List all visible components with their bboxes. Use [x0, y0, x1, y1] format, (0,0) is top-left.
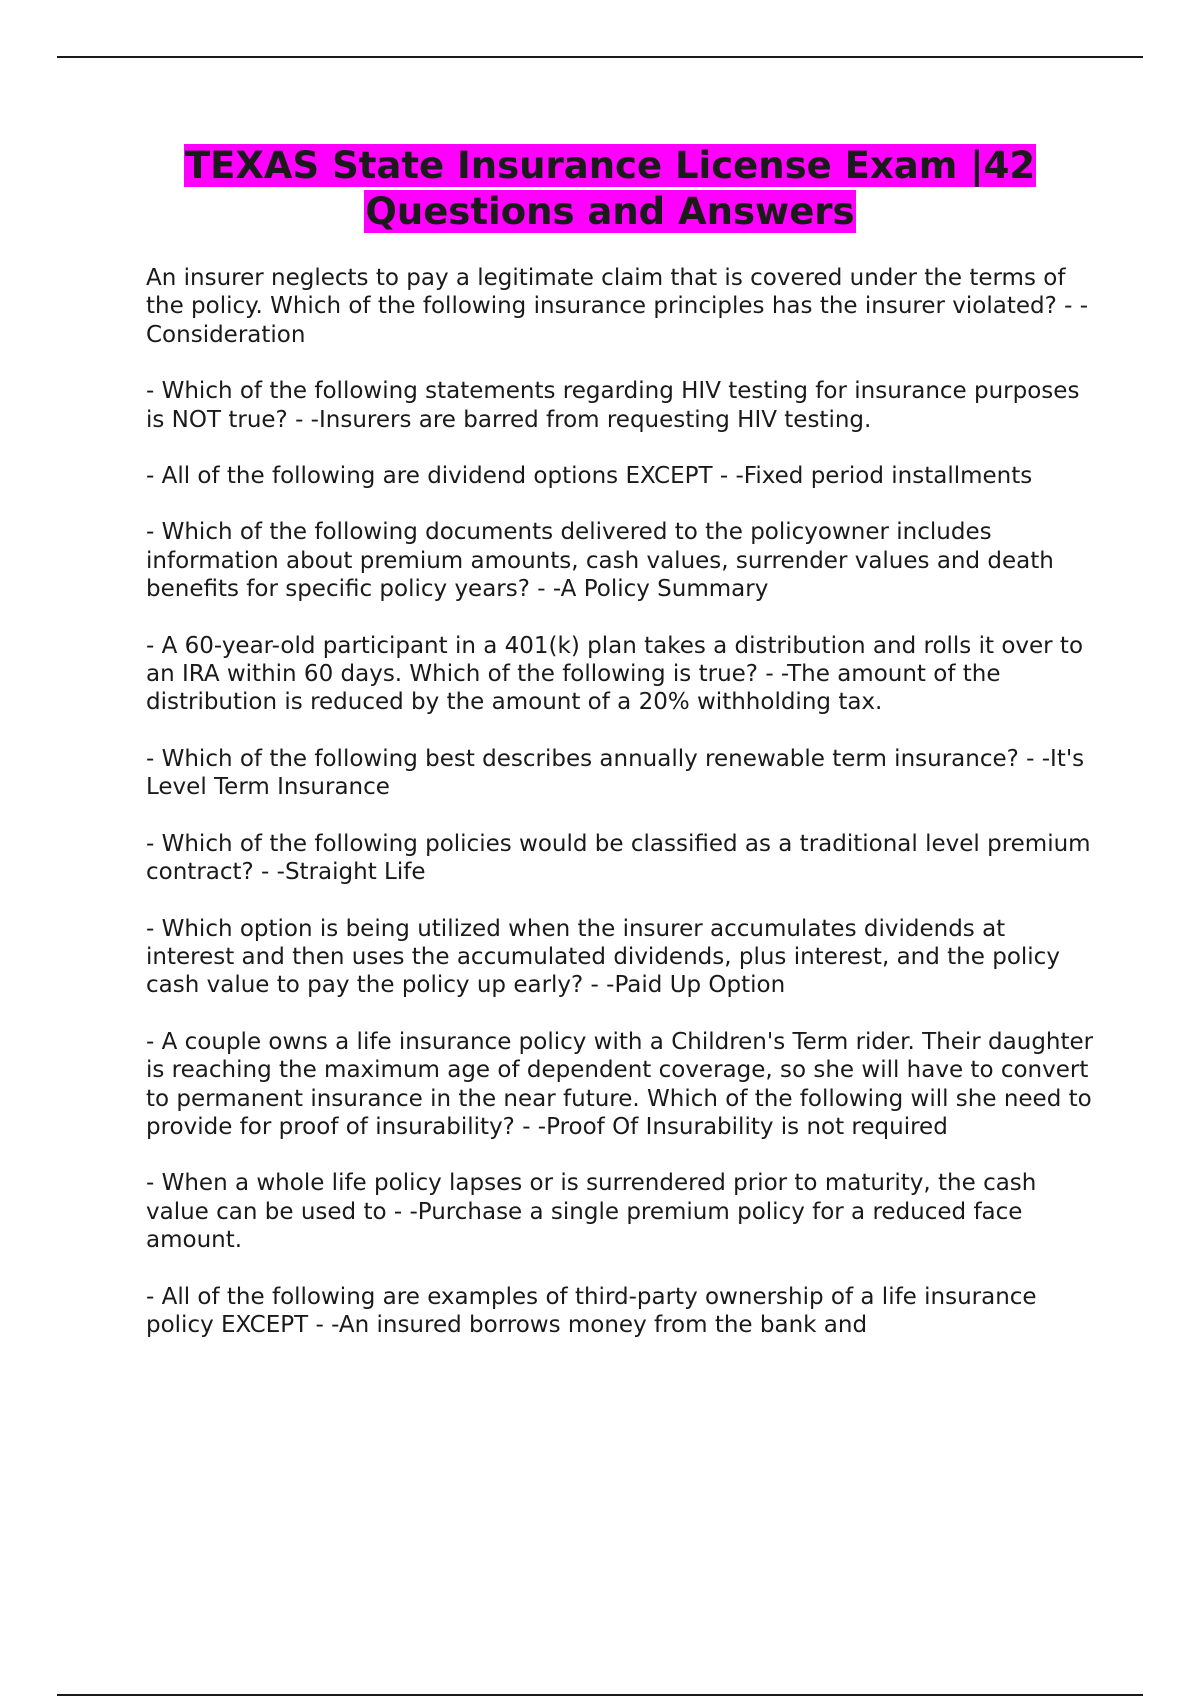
qa-item: - A couple owns a life insurance policy with a Children's Term rider. Their daughter is reaching the maximum age of dependent coverage, so she will have to convert to permanent insurance in the near future. Which of the following will she need to provide for proof of insurability? - -Proof Of Insurability is not required	[146, 1028, 1094, 1140]
top-rule	[57, 56, 1143, 58]
qa-item: - Which of the following documents delivered to the policyowner includes information about premium amounts, cash values, surrender values and death benefits for specific policy years? - -A Policy Summary	[146, 519, 1054, 603]
page-title	[140, 143, 1080, 235]
qa-item: An insurer neglects to pay a legitimate claim that is covered under the terms of the policy. Which of the following insurance principles has the insurer violated? - -Consideration	[146, 265, 1089, 348]
qa-item: - All of the following are examples of third-party ownership of a life insurance policy EXCEPT - -An insured borrows money from the bank and	[146, 1283, 1037, 1338]
qa-item: - Which option is being utilized when the insurer accumulates dividends at interest and then uses the accumulated dividends, plus interest, and the policy cash value to pay the policy up early? - -Paid Up Option	[146, 915, 1060, 999]
qa-item: - Which of the following policies would be classified as a traditional level premium contract? - -Straight Life	[146, 830, 1091, 886]
qa-item: - A 60-year-old participant in a 401(k) plan takes a distribution and rolls it over to an IRA within 60 days. Which of the following is true? - -The amount of the distribution is reduced by the amount of a 20% withholding tax.	[146, 632, 1084, 716]
bottom-rule	[57, 1694, 1143, 1696]
qa-item: - All of the following are dividend options EXCEPT - -Fixed period installments	[146, 463, 1033, 490]
qa-item: - When a whole life policy lapses or is surrendered prior to maturity, the cash value can be used to - -Purchase a single premium policy for a reduced face amount.	[146, 1170, 1037, 1254]
qa-item: - Which of the following statements regarding HIV testing for insurance purposes is NOT true? - -Insurers are barred from requesting HIV testing.	[146, 378, 1080, 433]
qa-list	[146, 264, 1096, 1367]
qa-item: - Which of the following best describes annually renewable term insurance? - -It's Level Term Insurance	[146, 745, 1085, 801]
page-title-text: TEXAS State Insurance License Exam |42 Questions and Answers	[184, 144, 1036, 233]
